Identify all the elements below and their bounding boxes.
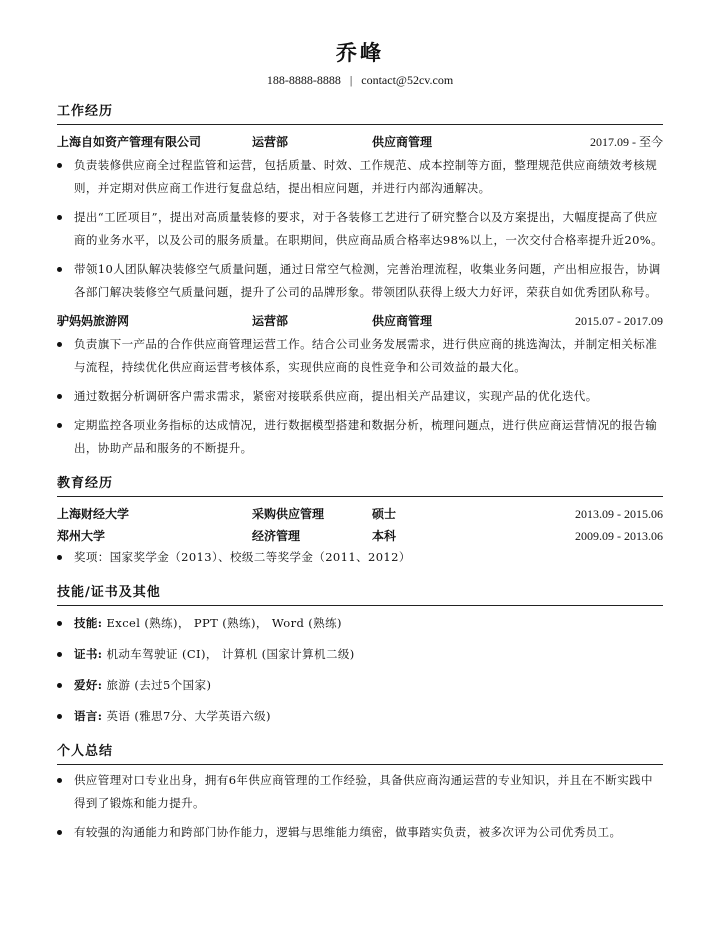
work-entry-header bbox=[57, 132, 663, 152]
bullet-icon bbox=[57, 621, 62, 626]
bullet-icon bbox=[57, 555, 62, 560]
list-item: 负责旗下一产品的合作供应商管理运营工作。结合公司业务发展需求，进行供应商的挑选淘汰，并制定相关标准与流程，持续优化供应商运营考核体系，实现供应商的良性竞争和公司效益的最大化。 bbox=[57, 333, 663, 379]
bullet-icon bbox=[57, 394, 62, 399]
section-title-skills: 技能/证书及其他 bbox=[57, 585, 663, 606]
email-address: contact@52cv.com bbox=[361, 73, 454, 87]
work-section bbox=[57, 104, 663, 460]
bullet-icon bbox=[57, 714, 62, 719]
job-role: 供应商管理 bbox=[372, 135, 433, 149]
candidate-name: 乔峰 bbox=[336, 40, 384, 65]
section-title-education: 教育经历 bbox=[57, 476, 663, 497]
date-range: 2013.09 - 2015.06 bbox=[575, 507, 663, 521]
work-entry-header bbox=[57, 311, 663, 331]
contact-separator: | bbox=[349, 73, 353, 87]
list-item: 爱好: 旅游 (去过5个国家) bbox=[57, 674, 663, 697]
resume-header bbox=[57, 40, 663, 88]
skill-label: 爱好: bbox=[74, 678, 103, 692]
list-item: 供应管理对口专业出身，拥有6年供应商管理的工作经验，具备供应商沟通运营的专业知识，并且在不断实践中得到了锻炼和能力提升。 bbox=[57, 769, 663, 815]
work-bullets bbox=[57, 154, 663, 304]
date-range: 2017.09 - 至今 bbox=[590, 135, 663, 149]
bullet-icon bbox=[57, 423, 62, 428]
bullet-icon bbox=[57, 778, 62, 783]
bullet-icon bbox=[57, 652, 62, 657]
department: 运营部 bbox=[252, 135, 289, 149]
list-item: 定期监控各项业务指标的达成情况，进行数据模型搭建和数据分析，梳理问题点，进行供应商运营情况的报告输出，协助产品和服务的不断提升。 bbox=[57, 414, 663, 460]
company-name: 驴妈妈旅游网 bbox=[57, 314, 130, 328]
school-name: 郑州大学 bbox=[57, 529, 106, 543]
list-item: 通过数据分析调研客户需求需求，紧密对接联系供应商，提出相关产品建议，实现产品的优化迭代。 bbox=[57, 385, 663, 408]
summary-bullets bbox=[57, 769, 663, 844]
skill-label: 技能: bbox=[74, 616, 103, 630]
list-item: 负责装修供应商全过程监管和运营，包括质量、时效、工作规范、成本控制等方面，整理规范供应商绩效考核规则，并定期对供应商工作进行复盘总结，提出相应问题，并进行内部沟通解决。 bbox=[57, 154, 663, 200]
skill-label: 证书: bbox=[74, 647, 103, 661]
summary-section bbox=[57, 744, 663, 844]
skills-section bbox=[57, 585, 663, 728]
date-range: 2015.07 - 2017.09 bbox=[575, 314, 663, 328]
date-range: 2009.09 - 2013.06 bbox=[575, 529, 663, 543]
degree: 硕士 bbox=[372, 507, 397, 521]
list-item: 带领10人团队解决装修空气质量问题，通过日常空气检测，完善治理流程，收集业务问题，产出相应报告，协调各部门解决装修空气质量问题，提升了公司的品牌形象。带领团队获得上级大力好评，荣获自如优秀团队称号。 bbox=[57, 258, 663, 304]
contact-line bbox=[57, 72, 663, 88]
major: 经济管理 bbox=[252, 529, 301, 543]
bullet-icon bbox=[57, 683, 62, 688]
skill-label: 语言: bbox=[74, 709, 103, 723]
section-title-work: 工作经历 bbox=[57, 104, 663, 125]
list-item: 提出“工匠项目”，提出对高质量装修的要求，对于各装修工艺进行了研究整合以及方案提出，大幅度提高了供应商的业务水平，以及公司的服务质量。在职期间，供应商品质合格率达98%以上，一次交付合格率提升近20%。 bbox=[57, 206, 663, 252]
bullet-icon bbox=[57, 215, 62, 220]
major: 采购供应管理 bbox=[252, 507, 325, 521]
bullet-icon bbox=[57, 267, 62, 272]
bullet-icon bbox=[57, 830, 62, 835]
list-item: 证书: 机动车驾驶证 (CI)， 计算机 (国家计算机二级) bbox=[57, 643, 663, 666]
skills-list bbox=[57, 612, 663, 728]
education-section bbox=[57, 476, 663, 569]
list-item: 语言: 英语 (雅思7分、大学英语六级) bbox=[57, 705, 663, 728]
list-item: 有较强的沟通能力和跨部门协作能力，逻辑与思维能力缜密，做事踏实负责，被多次评为公司优秀员工。 bbox=[57, 821, 663, 844]
phone-number: 188-8888-8888 bbox=[266, 73, 341, 87]
education-bullets bbox=[57, 546, 663, 569]
department: 运营部 bbox=[252, 314, 289, 328]
work-bullets bbox=[57, 333, 663, 460]
job-role: 供应商管理 bbox=[372, 314, 433, 328]
list-item: 奖项：国家奖学金（2013）、校级二等奖学金（2011、2012） bbox=[57, 546, 663, 569]
section-title-summary: 个人总结 bbox=[57, 744, 663, 765]
company-name: 上海自如资产管理有限公司 bbox=[57, 135, 202, 149]
degree: 本科 bbox=[372, 529, 397, 543]
education-entry-header bbox=[57, 526, 663, 546]
school-name: 上海财经大学 bbox=[57, 507, 130, 521]
bullet-icon bbox=[57, 342, 62, 347]
bullet-icon bbox=[57, 163, 62, 168]
list-item: 技能: Excel (熟练)， PPT (熟练)， Word (熟练) bbox=[57, 612, 663, 635]
education-entry-header bbox=[57, 504, 663, 524]
